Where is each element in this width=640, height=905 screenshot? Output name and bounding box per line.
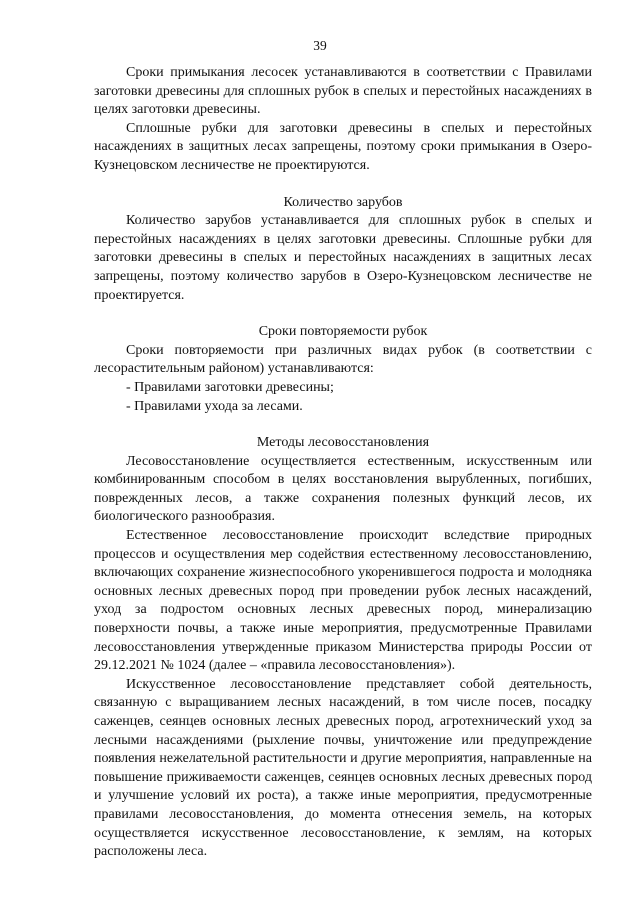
list-item: - Правилами заготовки древесины; <box>126 379 334 395</box>
paragraph-repeat-terms: Сроки повторяемости при различных видах рубок (в соответствии с лесорастительным районом) устанавливаются: <box>94 342 592 377</box>
paragraph-adjacency-protected: Сплошные рубки для заготовки древесины в спелых и перестойных насаждениях в защитных лесах запрещены, поэтому сроки примыкания в Озеро-Кузнецовском лесничестве не проектируются. <box>94 120 592 173</box>
paragraph-artificial-reforestation: Искусственное лесовосстановление представляет собой деятельность, связанную с выращиванием лесных насаждений, в том числе посев, посадку саженцев, сеянцев основных лесных древесных пород, агротехнический уход за лесными насаждениями (рыхление почвы, уничтожение или предупреждение появления нежелательной растительности и другие мероприятия, направленные на повышение приживаемости саженцев, сеянцев основных лесных древесных пород и улучшение условий их роста), а также иные мероприятия, предусмотренные правилами лесовосстановления, до момента отнесения земель, на которых осуществляется искусственное лесовосстановление, к землям, на которых расположены леса. <box>94 676 592 860</box>
heading-reforestation-methods: Методы лесовосстановления <box>256 435 430 451</box>
paragraph-reforestation-general: Лесовосстановление осуществляется естественным, искусственным или комбинированным способом в целях восстановления вырубленных, погибших, поврежденных лесов, а также сохранения полезных функций лесов, их биологического разнообразия. <box>94 453 592 525</box>
page-content <box>94 64 592 862</box>
page-number: 39 <box>313 38 327 53</box>
list-item: - Правилами ухода за лесами. <box>126 398 303 414</box>
heading-repeat-terms: Сроки повторяемости рубок <box>258 324 428 340</box>
paragraph-adjacency-terms: Сроки примыкания лесосек устанавливаются в соответствии с Правилами заготовки древесины для сплошных рубок в спелых и перестойных насаждениях в целях заготовки древесины. <box>94 65 592 118</box>
heading-cuts-count: Количество зарубов <box>283 194 403 210</box>
paragraph-cuts-count: Количество зарубов устанавливается для сплошных рубок в спелых и перестойных насаждениях в целях заготовки древесины. Сплошные рубки для заготовки древесины в спелых и перестойных насаждениях в защитных лесах запрещены, поэтому количество зарубов в Озеро-Кузнецовском лесничестве не проектируется. <box>94 213 592 303</box>
paragraph-natural-reforestation: Естественное лесовосстановление происходит вследствие природных процессов и осуществления мер содействия естественному лесовосстановлению, включающих сохранение жизнеспособного укоренившегося подроста и молодняка основных лесных древесных пород при проведении рубок лесных насаждений, уход за подростом основных лесных древесных пород, минерализацию поверхности почвы, а также иные мероприятия, предусмотренные Правилами лесовосстановления утвержденные приказом Министерства природы России от 29.12.2021 № 1024 (далее – «правила лесовосстановления»). <box>94 528 592 674</box>
